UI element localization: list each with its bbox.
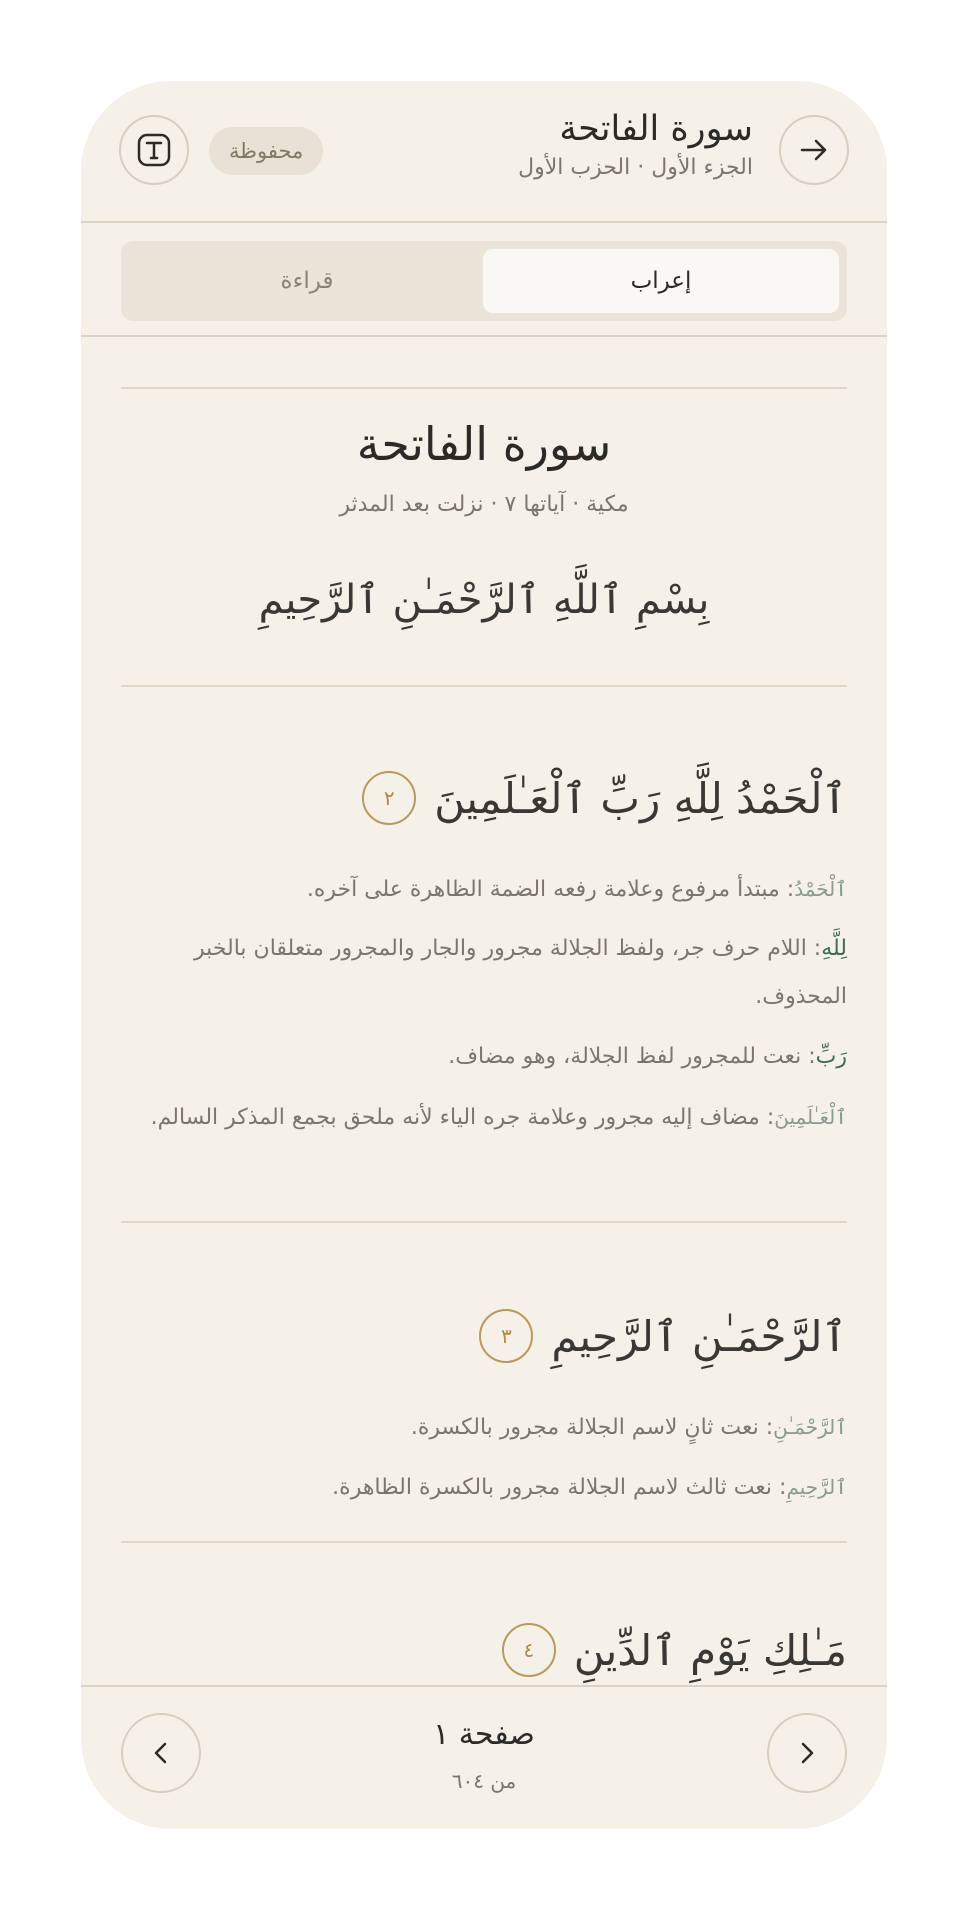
- font-settings-button[interactable]: [119, 115, 189, 185]
- prev-page-button[interactable]: [121, 1713, 201, 1793]
- ayah-number-badge: ٣: [479, 1309, 533, 1363]
- back-button[interactable]: [779, 115, 849, 185]
- ayah-3[interactable]: [479, 1309, 847, 1363]
- ayah-4[interactable]: [502, 1623, 847, 1677]
- text-style-icon: [136, 132, 172, 168]
- irab-desc: : نعت ثالث لاسم الجلالة مجرور بالكسرة الظاهرة.: [332, 1475, 787, 1500]
- irab-word[interactable]: ٱلرَّحِيمِ: [786, 1475, 847, 1499]
- page-total: من ٦٠٤: [451, 1769, 517, 1793]
- irab-entry: [121, 1463, 847, 1512]
- irab-word[interactable]: ٱلرَّحْمَـٰنِ: [773, 1415, 847, 1439]
- ayah-text: مَـٰلِكِ يَوْمِ ٱلدِّينِ: [573, 1625, 847, 1675]
- chevron-left-icon: [147, 1739, 175, 1767]
- divider: [121, 685, 847, 687]
- irab-word[interactable]: رَبِّ: [815, 1044, 847, 1069]
- irab-entry: [121, 1403, 847, 1452]
- irab-entry: [121, 865, 847, 914]
- irab-word[interactable]: لِلَّهِ: [821, 936, 847, 961]
- app-screen: [81, 81, 887, 1829]
- irab-desc: : مضاف إليه مجرور وعلامة جره الياء لأنه ملحق بجمع المذكر السالم.: [150, 1105, 775, 1130]
- irab-entry: [121, 1093, 847, 1142]
- header-bar: [81, 81, 887, 223]
- irab-desc: : نعت ثانٍ لاسم الجلالة مجرور بالكسرة.: [410, 1415, 774, 1440]
- arrow-right-icon: [798, 134, 830, 166]
- ayah-text: ٱلرَّحْمَـٰنِ ٱلرَّحِيمِ: [551, 1311, 847, 1361]
- surah-heading: سورة الفاتحة: [356, 417, 612, 471]
- page-number: صفحة ١: [433, 1717, 535, 1752]
- ayah-text: ٱلْحَمْدُ لِلَّهِ رَبِّ ٱلْعَـٰلَمِينَ: [434, 773, 847, 823]
- tab-reading[interactable]: قراءة: [280, 268, 334, 294]
- ayah-2[interactable]: [362, 771, 847, 825]
- irab-entry: [121, 1033, 847, 1081]
- irab-desc: : مبتدأ مرفوع وعلامة رفعه الضمة الظاهرة على آخره.: [306, 877, 795, 902]
- content-scroll[interactable]: [81, 337, 887, 1685]
- divider: [121, 1541, 847, 1543]
- divider: [121, 387, 847, 389]
- footer-bar: [81, 1685, 887, 1829]
- irab-entry: [121, 925, 847, 1021]
- irab-desc: : اللام حرف جر، ولفظ الجلالة مجرور والجار والمجرور متعلقان بالخبر المحذوف.: [194, 936, 847, 1009]
- title-block: [518, 105, 753, 180]
- ayah-number-badge: ٤: [502, 1623, 556, 1677]
- page-title: سورة الفاتحة: [559, 109, 753, 149]
- surah-meta: مكية · آياتها ٧ · نزلت بعد المدثر: [339, 492, 629, 517]
- irab-word[interactable]: ٱلْعَـٰلَمِينَ: [774, 1105, 847, 1129]
- ayah-number-badge: ٢: [362, 771, 416, 825]
- tab-irab[interactable]: إعراب: [483, 249, 839, 313]
- page-subtitle: الجزء الأول · الحزب الأول: [518, 155, 753, 180]
- irab-word[interactable]: ٱلْحَمْدُ: [794, 877, 847, 901]
- tabs-bar: [81, 223, 887, 337]
- saved-badge[interactable]: محفوظة: [209, 127, 323, 175]
- irab-desc: : نعت للمجرور لفظ الجلالة، وهو مضاف.: [448, 1044, 816, 1069]
- segmented-control: [121, 241, 847, 321]
- basmala: بِسْمِ ٱللَّهِ ٱلرَّحْمَـٰنِ ٱلرَّحِيمِ: [258, 577, 710, 623]
- divider: [121, 1221, 847, 1223]
